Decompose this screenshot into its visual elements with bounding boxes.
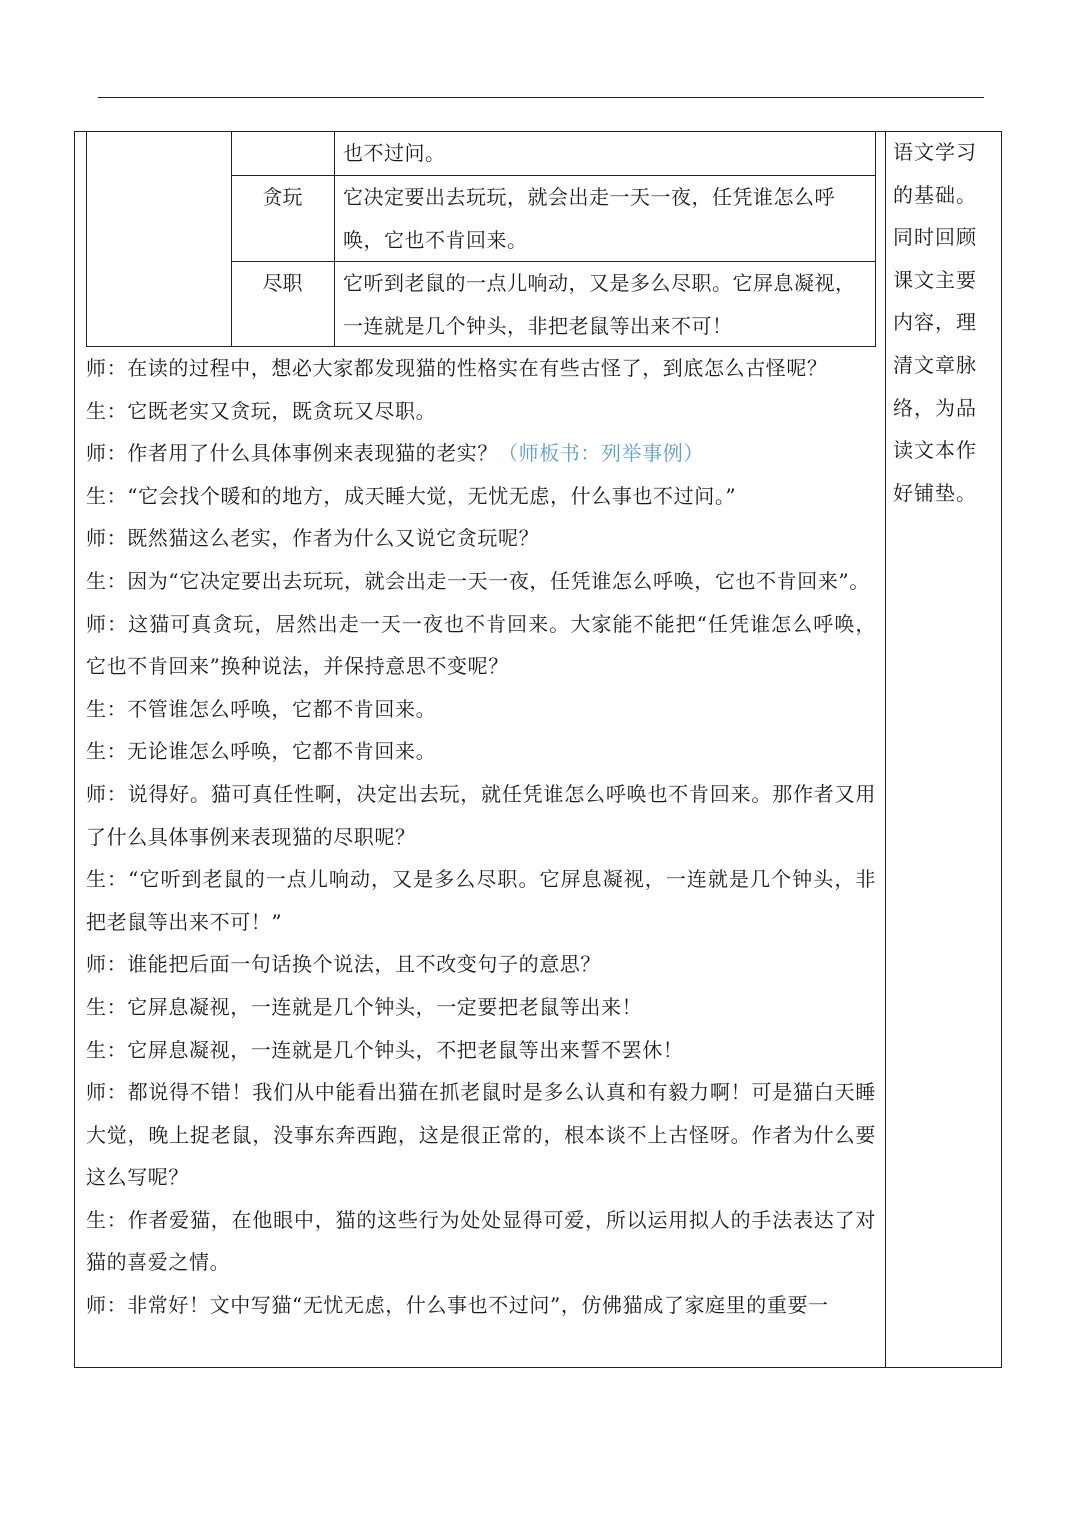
trait-label: 贪玩 bbox=[262, 185, 303, 209]
dialogue-line: 师：非常好！文中写猫“无忧无虑，什么事也不过问”，仿佛猫成了家庭里的重要一 bbox=[86, 1293, 829, 1318]
side-note-line: 读文本作 bbox=[893, 438, 977, 463]
dialogue-section bbox=[86, 347, 876, 1327]
dialogue-line: 生：不管谁怎么呼唤，它都不肯回来。 bbox=[86, 696, 437, 721]
column-divider bbox=[885, 131, 886, 1368]
dialogue-line-text: 师：作者用了什么具体事例来表现猫的老实？ bbox=[86, 441, 498, 466]
trait-label: 尽职 bbox=[262, 271, 303, 295]
trait-table-divider bbox=[334, 131, 335, 347]
dialogue-line: 生：它既老实又贪玩，既贪玩又尽职。 bbox=[86, 398, 437, 423]
trait-example-line: 它决定要出去玩玩，就会出走一天一夜，任凭谁怎么呼 bbox=[343, 185, 835, 209]
dialogue-line: 生：作者爱猫，在他眼中，猫的这些行为处处显得可爱，所以运用拟人的手法表达了对猫的喜爱之情。 bbox=[86, 1207, 876, 1275]
trait-table-row bbox=[343, 176, 871, 262]
side-note-line: 清文章脉 bbox=[893, 352, 977, 377]
dialogue-line: 师：这猫可真贪玩，居然出走一天一夜也不肯回来。大家能不能把“任凭谁怎么呼唤，它也不肯回来”换种说法，并保持意思不变呢？ bbox=[86, 611, 876, 679]
side-note-line: 好铺垫。 bbox=[893, 480, 977, 505]
dialogue-line: 师：在读的过程中，想必大家都发现猫的性格实在有些古怪了，到底怎么古怪呢？ bbox=[86, 356, 828, 380]
design-intent-column bbox=[893, 131, 993, 514]
dialogue-line: 生：“它听到老鼠的一点儿响动，又是多么尽职。它屏息凝视，一连就是几个钟头，非把老鼠等出来不可！” bbox=[86, 867, 876, 934]
dialogue-line: 师：谁能把后面一句话换个说法，且不改变句子的意思？ bbox=[86, 952, 601, 977]
dialogue-line bbox=[86, 432, 876, 475]
trait-table-row bbox=[343, 132, 871, 175]
trait-example-line: 一连就是几个钟头，非把老鼠等出来不可！ bbox=[343, 314, 733, 338]
side-note-line: 课文主要 bbox=[893, 267, 977, 292]
dialogue-line: 生：“它会找个暖和的地方，成天睡大觉，无忧无虑，什么事也不过问。” bbox=[86, 483, 737, 508]
side-note-line: 语文学习 bbox=[893, 140, 977, 164]
side-note-line: 的基础。 bbox=[893, 182, 977, 207]
trait-example-line: 它听到老鼠的一点儿响动，又是多么尽职。它屏息凝视， bbox=[343, 271, 856, 295]
dialogue-line: 师：说得好。猫可真任性啊，决定出去玩，就任凭谁怎么呼唤也不肯回来。那作者又用了什么具体事例来表现猫的尽职呢？ bbox=[86, 781, 876, 849]
dialogue-line: 生：它屏息凝视，一连就是几个钟头，一定要把老鼠等出来！ bbox=[86, 994, 643, 1019]
dialogue-line: 生：无论谁怎么呼唤，它都不肯回来。 bbox=[86, 739, 437, 764]
dialogue-line: 生：它屏息凝视，一连就是几个钟头，不把老鼠等出来誓不罢休！ bbox=[86, 1037, 684, 1062]
trait-table-row bbox=[343, 262, 871, 348]
trait-table-divider bbox=[231, 131, 232, 347]
side-note-line: 内容，理 bbox=[893, 310, 977, 335]
dialogue-line: 师：既然猫这么老实，作者为什么又说它贪玩呢？ bbox=[86, 526, 540, 551]
dialogue-line: 生：因为“它决定要出去玩玩，就会出走一天一夜，任凭谁怎么呼唤，它也不肯回来”。 bbox=[86, 568, 870, 593]
side-note-line: 同时回顾 bbox=[893, 225, 977, 250]
page-header-rule bbox=[98, 97, 984, 98]
dialogue-line: 师：都说得不错！我们从中能看出猫在抓老鼠时是多么认真和有毅力啊！可是猫白天睡大觉，晚上捉老鼠，没事东奔西跑，这是很正常的，根本谈不上古怪呀。作者为什么要这么写呢？ bbox=[86, 1080, 876, 1190]
side-note-line: 络，为品 bbox=[893, 395, 977, 420]
trait-example-line: 唤，它也不肯回来。 bbox=[343, 228, 528, 252]
trait-example-line: 也不过问。 bbox=[343, 141, 446, 165]
board-note: （师板书：列举事例） bbox=[498, 441, 704, 466]
